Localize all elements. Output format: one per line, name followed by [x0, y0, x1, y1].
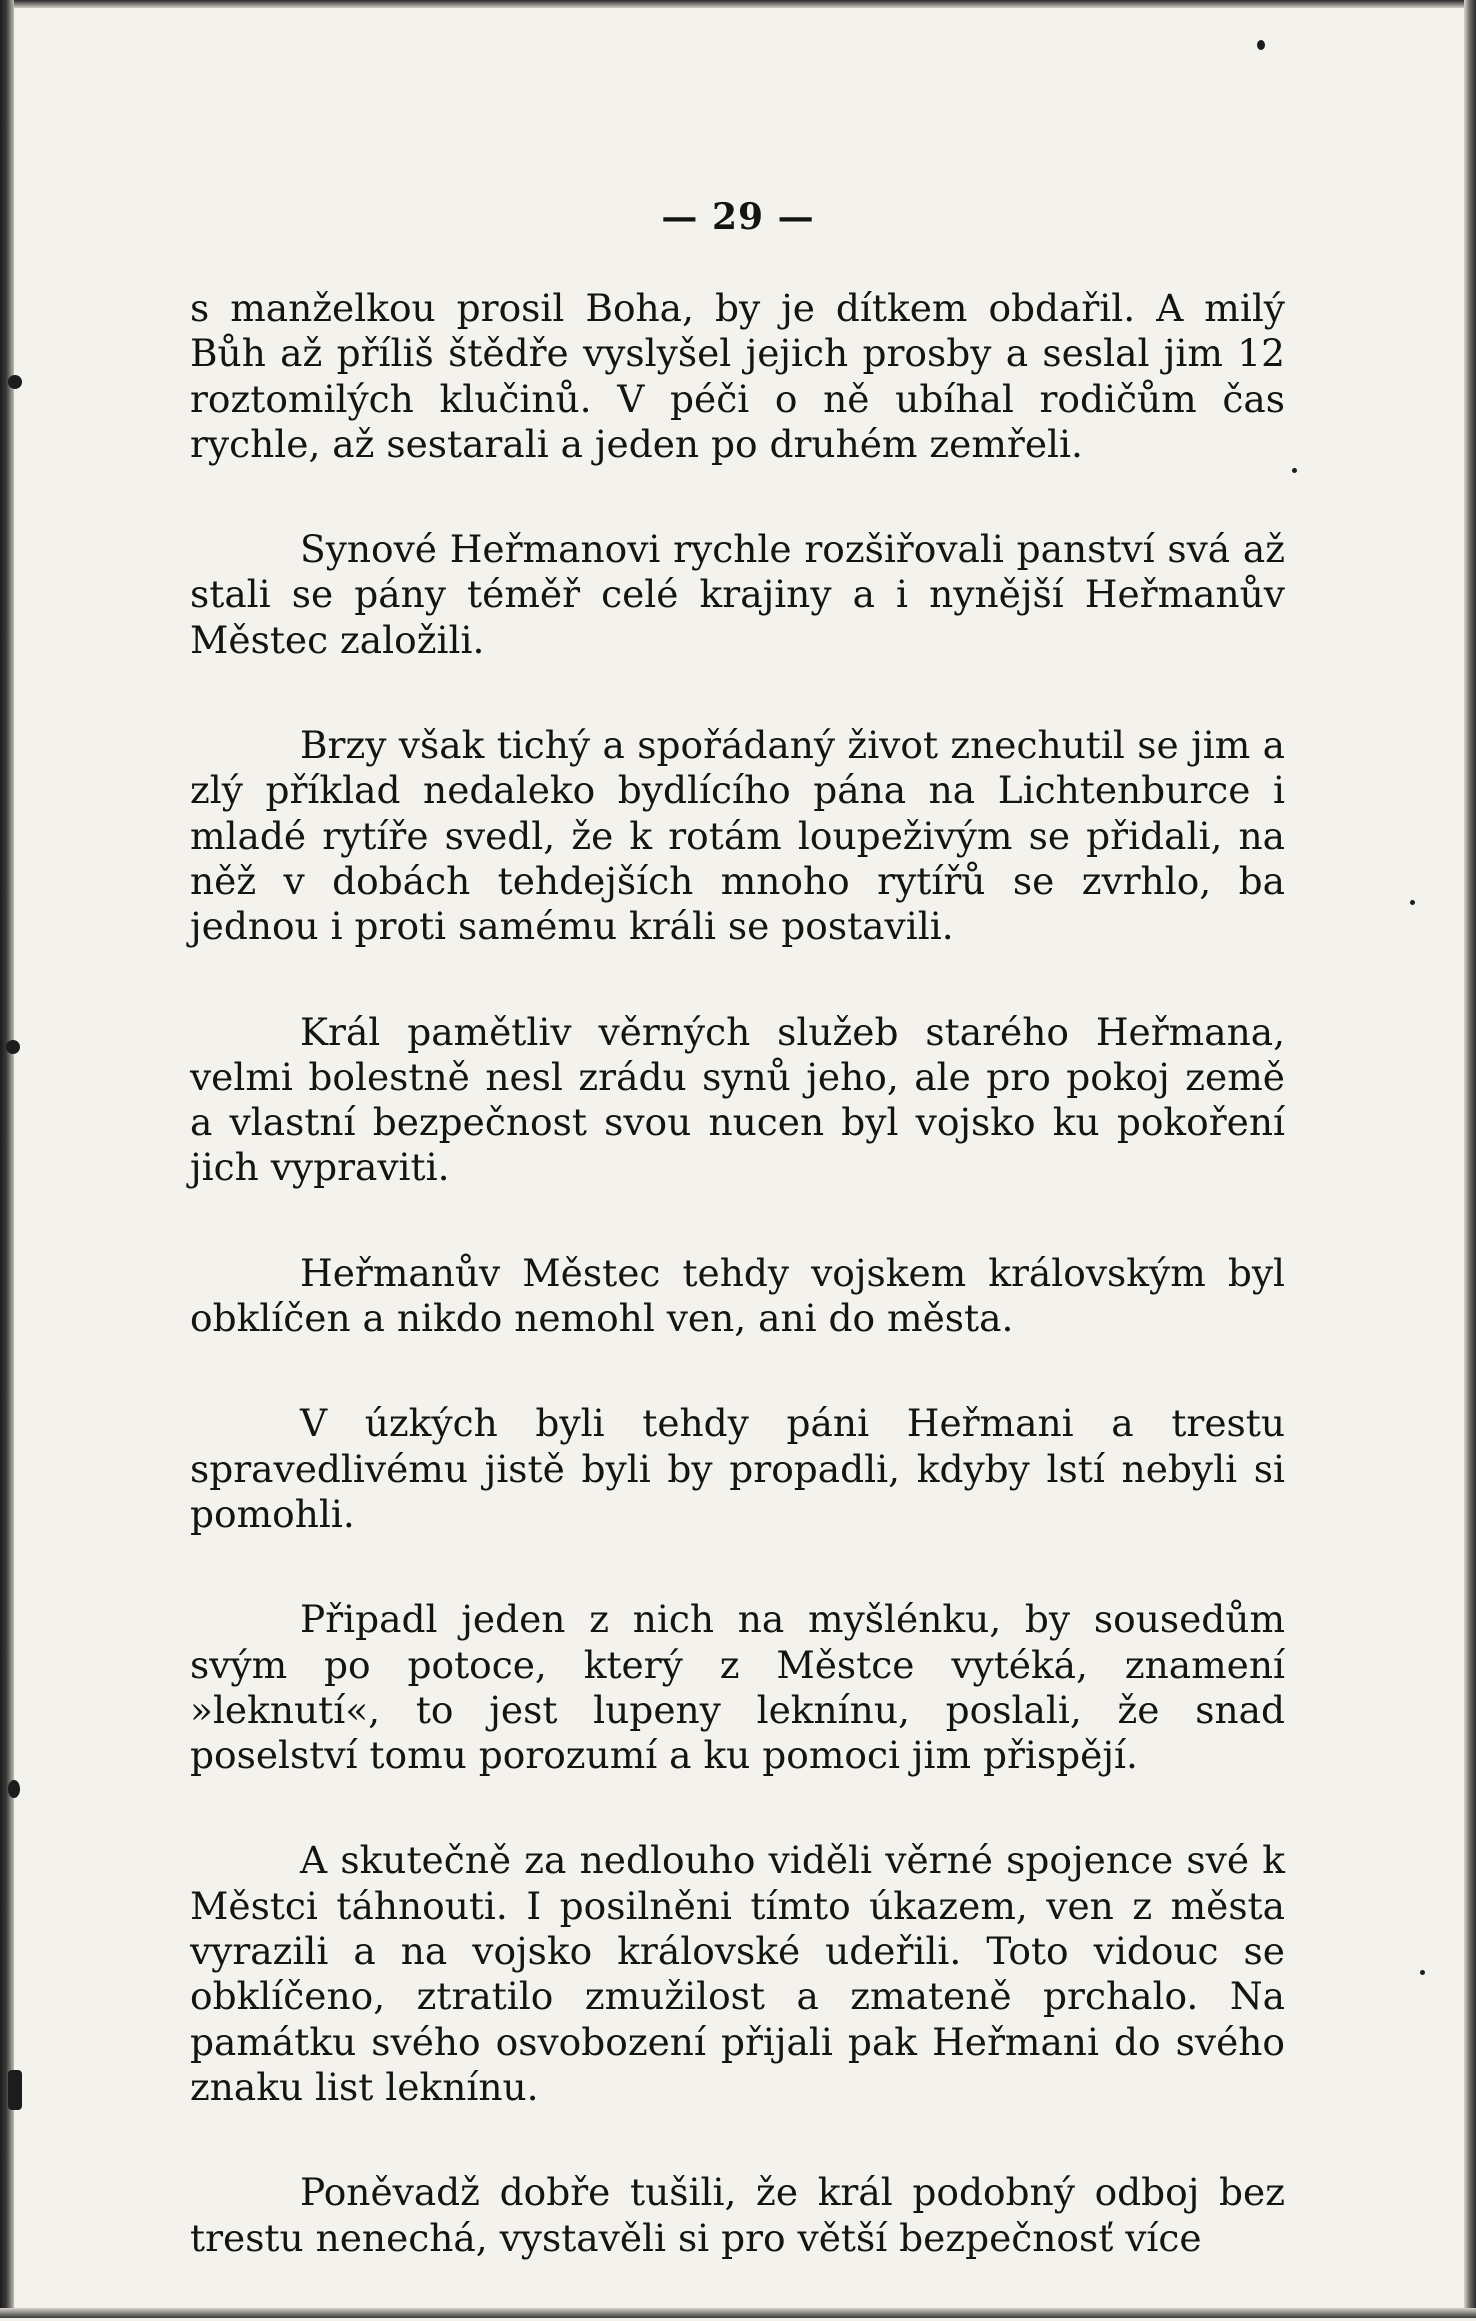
paragraph: Brzy však tichý a spořádaný život znechutil se jim a zlý příklad nedaleko bydlícího pána na Lichtenburce i mladé rytíře svedl, že k rotám loupeživým se přidali, na něž v dobách tehdejších mnoho rytířů se zvrhlo, ba jednou i proti samému králi se postavili.	[190, 723, 1285, 949]
scan-speck	[1292, 468, 1297, 473]
scan-speck	[6, 1040, 20, 1054]
paragraph: Poněvadž dobře tušili, že král podobný odboj bez trestu nenechá, vystavěli si pro větší bezpečnosť více	[190, 2170, 1285, 2260]
paragraph: Připadl jeden z nich na myšlénku, by sousedům svým po potoce, který z Městce vytéká, znamení »leknutí«, to jest lupeny leknínu, poslali, že snad poselství tomu porozumí a ku pomoci jim přispějí.	[190, 1597, 1285, 1778]
body-text	[190, 286, 1285, 2321]
scan-speck	[8, 375, 22, 389]
scan-edge-top	[0, 0, 1476, 8]
scan-edge-right	[1464, 0, 1476, 2318]
paragraph: Heřmanův Městec tehdy vojskem královským byl obklíčen a nikdo nemohl ven, ani do města.	[190, 1250, 1285, 1341]
scan-speck	[8, 2070, 22, 2110]
scan-speck	[1410, 900, 1415, 905]
scan-speck	[1420, 1970, 1425, 1975]
paragraph: Synové Heřmanovi rychle rozšiřovali panství svá až stali se pány téměř celé krajiny a i nynější Heřmanův Městec založili.	[190, 527, 1285, 662]
scan-edge-left	[0, 0, 14, 2318]
paragraph: s manželkou prosil Boha, by je dítkem obdařil. A milý Bůh až příliš štědře vyslyšel jejich prosby a seslal jim 12 roztomilých klučinů. V péči o ně ubíhal rodičům čas rychle, až sestarali a jeden po druhém zemřeli.	[190, 286, 1285, 466]
paragraph: V úzkých byli tehdy páni Heřmani a trestu spravedlivému jistě byli by propadli, kdyby lstí nebyli si pomohli.	[190, 1401, 1285, 1536]
paragraph: A skutečně za nedlouho viděli věrné spojence své k Městci táhnouti. I posilněni tímto úkazem, ven z města vyrazili a na vojsko královské udeřili. Toto vidouc se obklíčeno, ztratilo zmužilost a zmateně prchalo. Na památku svého osvobození přijali pak Heřmani do svého znaku list leknínu.	[190, 1838, 1285, 2109]
scan-speck	[8, 1780, 20, 1798]
scan-speck	[1257, 40, 1265, 50]
paragraph: Král pamětliv věrných služeb starého Heřmana, velmi bolestně nesl zrádu synů jeho, ale pro pokoj země a vlastní bezpečnost svou nucen byl vojsko ku pokoření jich vypraviti.	[190, 1009, 1285, 1190]
page-number: — 29 —	[661, 196, 815, 238]
